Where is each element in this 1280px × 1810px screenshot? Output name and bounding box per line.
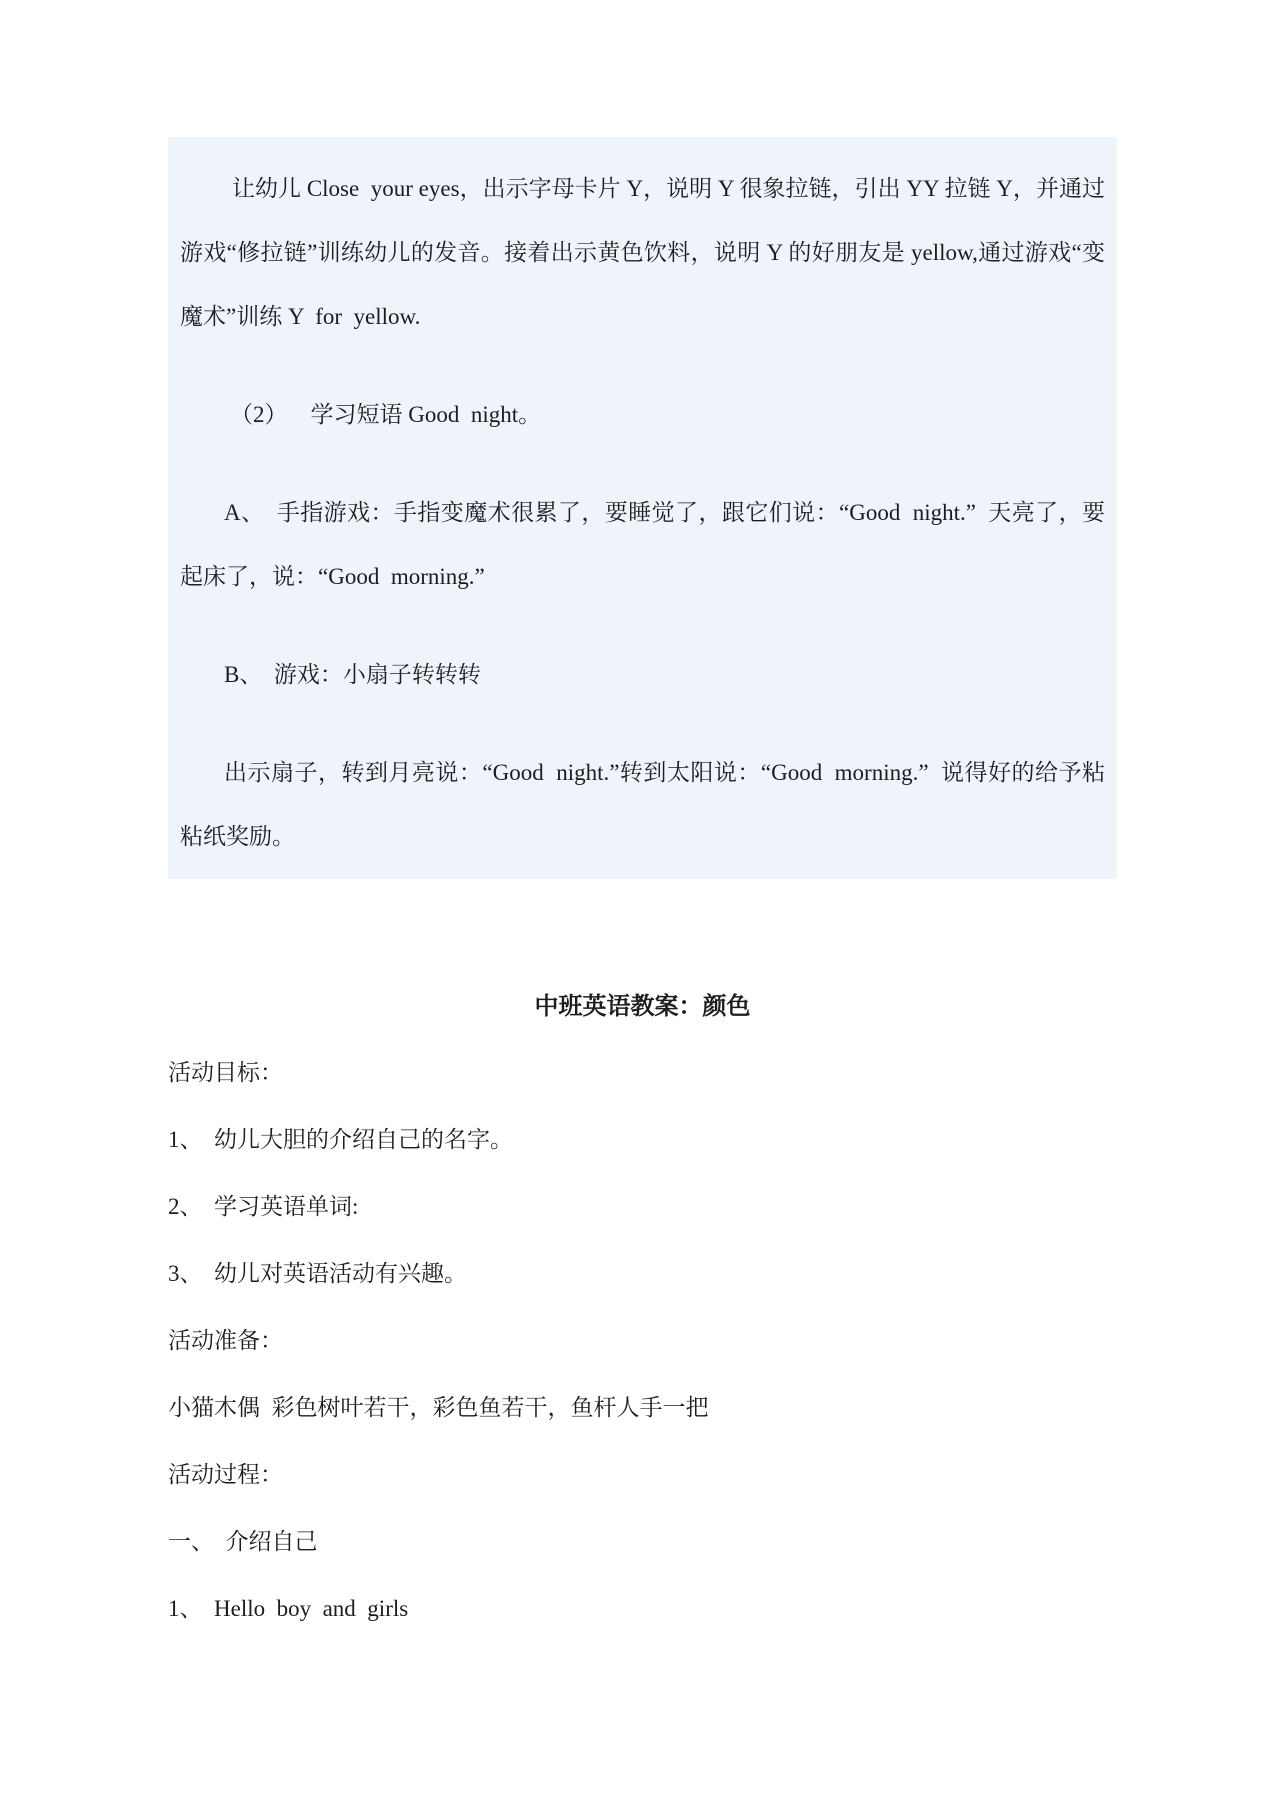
highlighted-passage: [168, 137, 1117, 879]
passage-paragraph-4: B、 游戏：小扇子转转转: [224, 662, 481, 687]
document-content: [168, 0, 1117, 1642]
passage-paragraph-3: A、 手指游戏：手指变魔术很累了，要睡觉了，跟它们说：“Good night.” 天亮了，要起床了，说：“Good morning.”: [180, 500, 1105, 589]
line-activity-process-heading: 活动过程：: [168, 1462, 283, 1487]
line-activity-goals-heading: 活动目标：: [168, 1060, 283, 1085]
line-step-one-item-1: 1、 Hello boy and girls: [168, 1596, 409, 1621]
passage-paragraph-2: （2） 学习短语 Good night。: [230, 402, 542, 427]
line-goal-2: 2、 学习英语单词:: [168, 1194, 359, 1219]
line-step-one: 一、 介绍自己: [168, 1529, 318, 1554]
lesson-plan-title: 中班英语教案：颜色: [534, 994, 751, 1020]
passage-paragraph-1: 让幼儿 Close your eyes，出示字母卡片 Y，说明 Y 很象拉链，引出 YY 拉链 Y，并通过游戏“修拉链”训练幼儿的发音。接着出示黄色饮料，说明 Y 的好朋友是 yellow,通过游戏“变魔术”训练 Y for yellow.: [180, 176, 1105, 329]
line-goal-1: 1、 幼儿大胆的介绍自己的名字。: [168, 1127, 513, 1152]
line-preparation-materials: 小猫木偶 彩色树叶若干，彩色鱼若干，鱼杆人手一把: [168, 1395, 709, 1420]
line-activity-preparation-heading: 活动准备：: [168, 1328, 283, 1353]
passage-paragraph-5: 出示扇子，转到月亮说：“Good night.”转到太阳说：“Good morning.” 说得好的给予粘粘纸奖励。: [180, 760, 1105, 849]
line-goal-3: 3、 幼儿对英语活动有兴趣。: [168, 1261, 467, 1286]
